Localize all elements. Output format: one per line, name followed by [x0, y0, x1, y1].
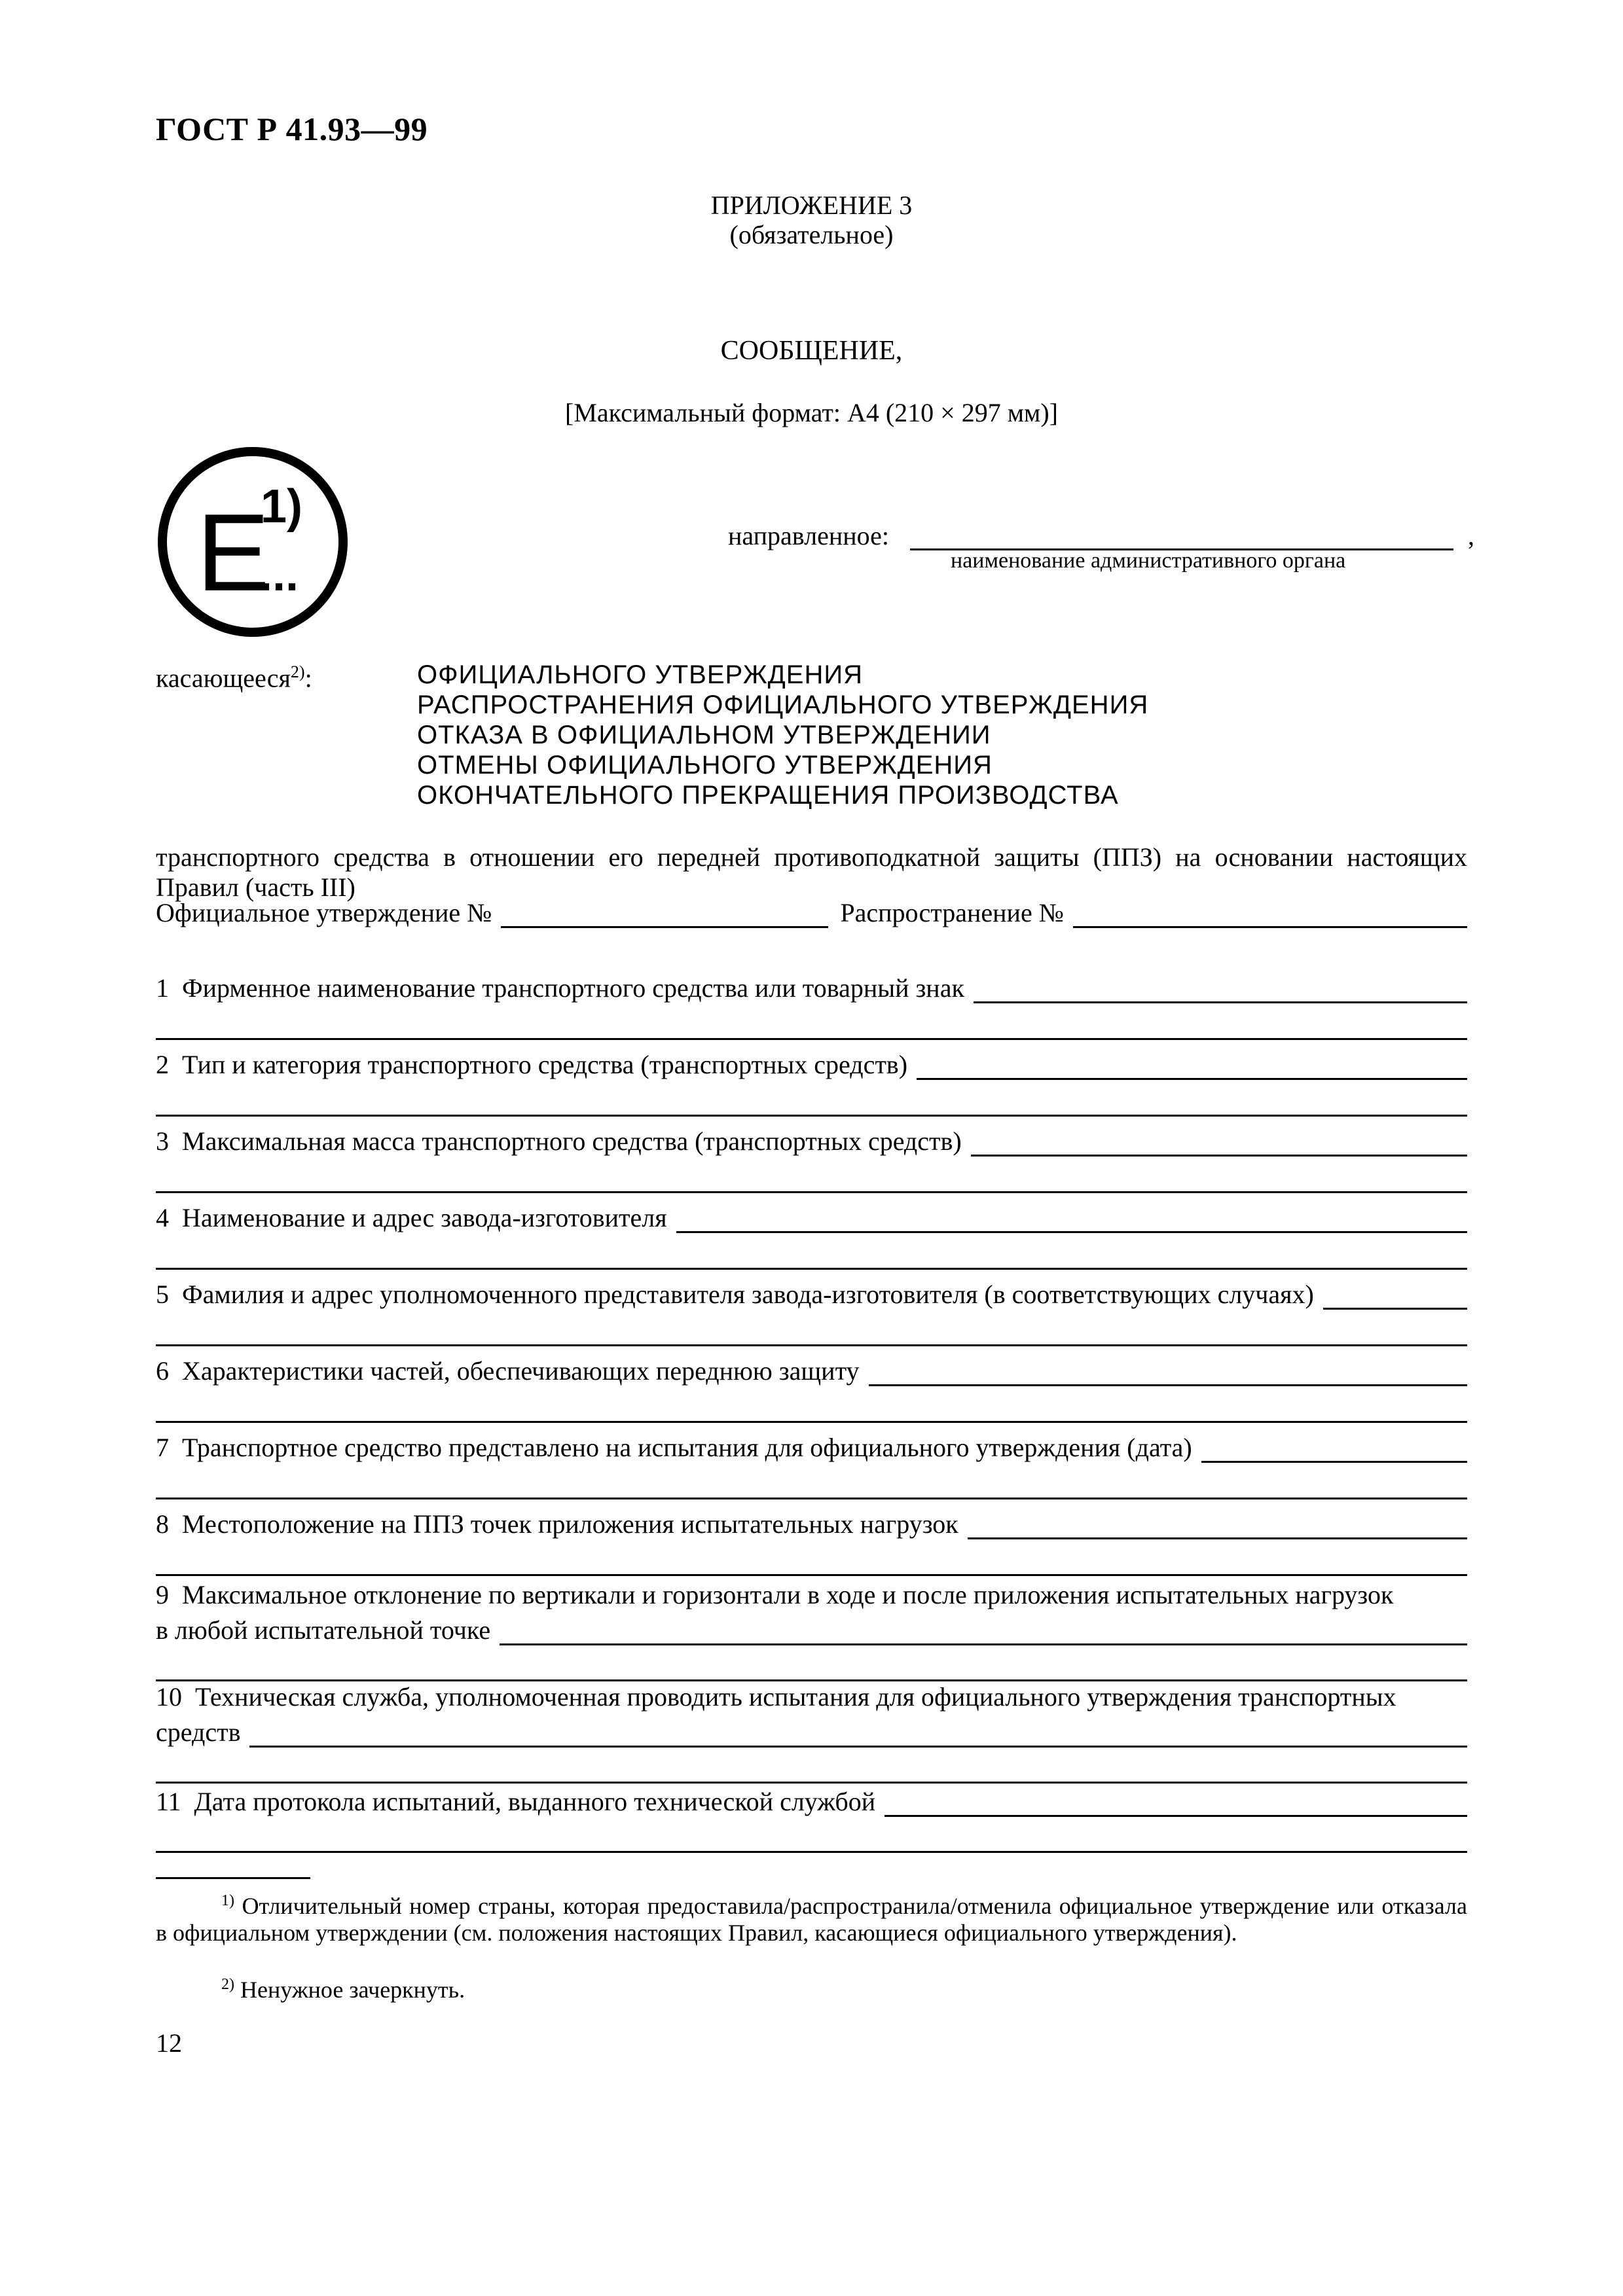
footnote-1-mark: 1) — [221, 1892, 234, 1909]
item-text: Характеристики частей, обеспечивающих переднюю защиту — [182, 1356, 860, 1386]
concerning-label-colon: : — [304, 663, 312, 693]
item-10-continuation-label: средств — [156, 1717, 241, 1747]
item-8-label — [156, 1509, 958, 1539]
extension-number-label: Распространение № — [840, 898, 1064, 927]
form-item-1 — [156, 971, 1467, 1003]
item-3-line-2[interactable] — [156, 1191, 1467, 1193]
annex-title: ПРИЛОЖЕНИЕ 3 — [710, 190, 913, 220]
item-text: Тип и категория транспортного средства (транспортных средств) — [182, 1050, 908, 1079]
form-item-10-continuation — [156, 1715, 1467, 1748]
item-number: 10 — [156, 1682, 182, 1712]
item-9-continuation-label: в любой испытательной точке — [156, 1615, 491, 1645]
item-4-label — [156, 1202, 667, 1233]
item-10-field[interactable] — [249, 1722, 1467, 1748]
approval-row — [156, 895, 1467, 928]
e-mark-emblem-icon — [156, 445, 350, 639]
footnote-1-text: Отличительный номер страны, которая предоставила/распространила/отменила официальное утверждение или отказала в официальном утверждении (см. положения настоящих Правил, касающиеся официального утверждения). — [156, 1893, 1467, 1946]
item-1-label — [156, 973, 964, 1003]
item-1-line-2[interactable] — [156, 1038, 1467, 1040]
extension-number-field[interactable] — [1073, 903, 1467, 928]
item-7-line-2[interactable] — [156, 1498, 1467, 1499]
form-item-2 — [156, 1047, 1467, 1080]
footnote-2-text: Ненужное зачеркнуть. — [240, 1977, 465, 2003]
item-text: Местоположение на ППЗ точек приложения испытательных нагрузок — [182, 1509, 958, 1539]
emblem-superscript: 1) — [261, 480, 303, 533]
item-10-line-2[interactable] — [156, 1782, 1467, 1784]
item-4-field[interactable] — [676, 1208, 1467, 1233]
item-number: 9 — [156, 1580, 169, 1609]
item-8-field[interactable] — [968, 1514, 1467, 1539]
option-withdrawal: ОТМЕНЫ ОФИЦИАЛЬНОГО УТВЕРЖДЕНИЯ — [417, 751, 993, 780]
item-text: Дата протокола испытаний, выданного технической службой — [194, 1787, 876, 1816]
item-number: 3 — [156, 1126, 169, 1156]
item-text: Максимальное отклонение по вертикали и горизонтали в ходе и после приложения испытательных нагрузок — [182, 1580, 1394, 1609]
format-note: [Максимальный формат: A4 (210 × 297 мм)] — [565, 398, 1058, 427]
form-item-9 — [156, 1577, 1467, 1610]
item-8-line-2[interactable] — [156, 1574, 1467, 1576]
item-5-field[interactable] — [1323, 1284, 1467, 1310]
item-number: 11 — [156, 1787, 181, 1816]
document-code: ГОСТ Р 41.93—99 — [156, 111, 428, 147]
item-number: 4 — [156, 1203, 169, 1232]
option-extension: РАСПРОСТРАНЕНИЯ ОФИЦИАЛЬНОГО УТВЕРЖДЕНИЯ — [417, 691, 1149, 719]
item-3-field[interactable] — [971, 1131, 1467, 1157]
footnote-2 — [221, 1971, 465, 2003]
form-item-11 — [156, 1784, 1467, 1817]
item-6-label — [156, 1355, 860, 1386]
item-number: 1 — [156, 973, 169, 1003]
concerning-label — [156, 662, 312, 693]
item-text: Транспортное средство представлено на испытания для официального утверждения (дата) — [182, 1433, 1192, 1462]
approval-number-label: Официальное утверждение № — [156, 898, 492, 927]
message-title: СООБЩЕНИЕ, — [720, 336, 903, 366]
item-5-label — [156, 1279, 1314, 1310]
form-item-8 — [156, 1507, 1467, 1539]
form-item-7 — [156, 1430, 1467, 1463]
item-9-label — [156, 1579, 1393, 1610]
sent-to-label: направленное: — [728, 521, 890, 550]
item-11-field[interactable] — [884, 1791, 1467, 1817]
option-approval: ОФИЦИАЛЬНОГО УТВЕРЖДЕНИЯ — [417, 660, 863, 689]
item-2-field[interactable] — [917, 1054, 1467, 1080]
item-4-line-2[interactable] — [156, 1268, 1467, 1270]
item-11-label — [156, 1786, 875, 1817]
item-6-line-2[interactable] — [156, 1421, 1467, 1423]
footnote-separator — [156, 1877, 310, 1879]
item-text: Техническая служба, уполномоченная проводить испытания для официального утверждения транспортных — [195, 1682, 1396, 1712]
form-item-5 — [156, 1277, 1467, 1310]
item-number: 7 — [156, 1433, 169, 1462]
item-1-field[interactable] — [974, 978, 1467, 1003]
footnote-1 — [156, 1888, 1467, 1946]
item-7-label — [156, 1432, 1192, 1463]
item-text: Наименование и адрес завода-изготовителя — [182, 1203, 667, 1232]
item-text: Фирменное наименование транспортного средства или товарный знак — [182, 973, 964, 1003]
item-9-field[interactable] — [500, 1620, 1467, 1645]
page-number: 12 — [156, 2028, 182, 2058]
emblem-letter: E — [196, 491, 270, 614]
item-11-line-2[interactable] — [156, 1851, 1467, 1853]
option-refusal: ОТКАЗА В ОФИЦИАЛЬНОМ УТВЕРЖДЕНИИ — [417, 721, 991, 749]
annex-subtitle: (обязательное) — [729, 220, 894, 249]
form-item-9-continuation — [156, 1613, 1467, 1645]
authority-caption: наименование административного органа — [951, 548, 1346, 573]
intro-text: транспортного средства в отношении его передней противоподкатной защиты (ППЗ) на основании настоящих Правил (часть III) — [156, 842, 1467, 902]
item-text: Максимальная масса транспортного средства (транспортных средств) — [182, 1126, 962, 1156]
item-2-label — [156, 1049, 907, 1080]
item-number: 6 — [156, 1356, 169, 1386]
item-10-label — [156, 1681, 1396, 1712]
form-item-6 — [156, 1354, 1467, 1386]
item-2-line-2[interactable] — [156, 1115, 1467, 1117]
item-number: 2 — [156, 1050, 169, 1079]
footnote-ref-2: 2) — [290, 662, 305, 681]
option-production-discontinued: ОКОНЧАТЕЛЬНОГО ПРЕКРАЩЕНИЯ ПРОИЗВОДСТВА — [417, 781, 1119, 810]
item-number: 8 — [156, 1509, 169, 1539]
footnote-2-mark: 2) — [221, 1976, 234, 1993]
form-item-3 — [156, 1124, 1467, 1157]
approval-number-field[interactable] — [501, 903, 828, 928]
item-7-field[interactable] — [1201, 1437, 1467, 1463]
item-5-line-2[interactable] — [156, 1344, 1467, 1346]
item-number: 5 — [156, 1280, 169, 1309]
form-item-4 — [156, 1200, 1467, 1233]
concerning-label-text: касающееся — [156, 663, 291, 693]
form-item-10 — [156, 1679, 1467, 1712]
emblem-dots: ... — [259, 548, 299, 601]
sent-to-comma: , — [1468, 521, 1474, 550]
item-text: Фамилия и адрес уполномоченного представителя завода-изготовителя (в соответствующих случаях) — [182, 1280, 1314, 1309]
concerning-options — [417, 660, 1148, 810]
item-6-field[interactable] — [869, 1361, 1467, 1386]
item-3-label — [156, 1126, 962, 1157]
